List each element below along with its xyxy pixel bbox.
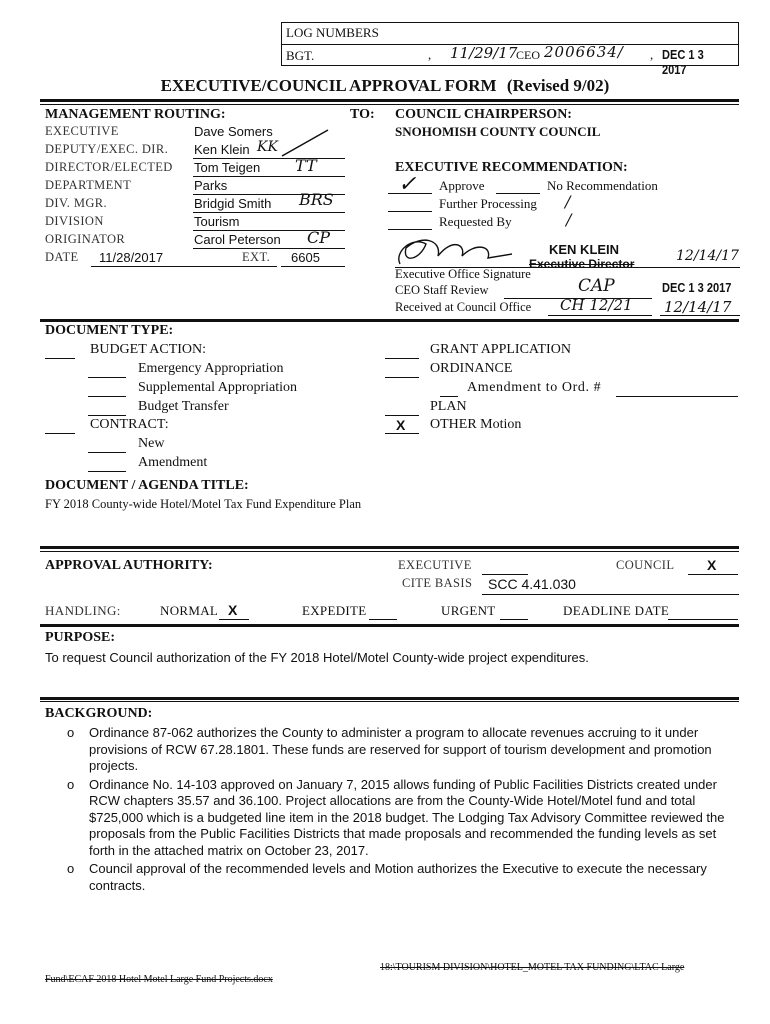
no-rec-blank[interactable] [496, 193, 540, 194]
plan-label: PLAN [430, 399, 467, 414]
background-item-text: Council approval of the recommended levels and Motion authorizes the Executive to execute the necessary contracts. [89, 861, 707, 893]
form-title-revised: (Revised 9/02) [506, 76, 610, 95]
background-item [45, 777, 735, 860]
grant-blank[interactable] [385, 358, 419, 359]
exec-sig-date: 12/14/17 [676, 248, 739, 264]
routing-label: DIVISION [45, 214, 104, 228]
routing-value: Tom Teigen [194, 160, 261, 175]
routing-initials: CP [307, 228, 331, 247]
received-handwritten: CH 12/21 [560, 296, 633, 314]
routing-row-div-mgr [45, 190, 345, 214]
routing-value: Ken Klein [194, 142, 250, 157]
deadline-blank[interactable] [668, 619, 738, 620]
routing-label: DIRECTOR/ELECTED [45, 160, 173, 174]
ceo-number: 2006634/ [544, 43, 624, 61]
background-heading: BACKGROUND: [45, 706, 153, 721]
new-label: New [138, 436, 165, 451]
ceo-date-stamp: DEC 1 3 2017 [662, 280, 732, 295]
doctype-heading: DOCUMENT TYPE: [45, 323, 174, 338]
emergency-blank[interactable] [88, 377, 126, 378]
ext-underline [281, 266, 345, 267]
emergency-label: Emergency Appropriation [138, 361, 284, 376]
routing-label: DIV. MGR. [45, 196, 108, 210]
urgent-blank[interactable] [500, 619, 528, 620]
further-blank[interactable] [388, 211, 432, 212]
routing-label: EXECUTIVE [45, 124, 119, 138]
approve-checkmark: ✓ [398, 172, 417, 197]
routing-row-originator [45, 228, 345, 250]
new-blank[interactable] [88, 452, 126, 453]
deadline-label: DEADLINE DATE [563, 603, 670, 618]
log-numbers-box [281, 22, 739, 77]
background-item-text: Ordinance 87-062 authorizes the County to administer a program to allocate revenues accruing to it under provisions of RCW 67.28.1801. These funds are reserved for support of tourism development and promotion projects. [89, 725, 712, 773]
routing-underline [193, 212, 345, 213]
routing-value: Bridgid Smith [194, 196, 272, 211]
bullet-icon: o [67, 725, 75, 740]
amendment-blank[interactable] [88, 471, 126, 472]
urgent-label: URGENT [441, 603, 496, 618]
budget-action-blank[interactable] [45, 358, 75, 359]
ordinance-label: ORDINANCE [430, 361, 513, 376]
log-numbers-title: LOG NUMBERS [286, 25, 379, 40]
routing-value: Carol Peterson [194, 232, 281, 247]
approval-council-label: COUNCIL [616, 558, 675, 572]
form-title-main: EXECUTIVE/COUNCIL APPROVAL FORM [160, 76, 497, 95]
ceo-staff-label: CEO Staff Review [395, 283, 489, 297]
rule-top-thin [40, 104, 739, 105]
requested-label: Requested By [439, 214, 512, 229]
routing-heading: MANAGEMENT ROUTING: [45, 107, 226, 122]
supplemental-blank[interactable] [88, 396, 126, 397]
routing-label: ORIGINATOR [45, 232, 126, 246]
bullet-icon: o [67, 776, 75, 792]
received-date-line [660, 315, 740, 316]
ordinance-blank[interactable] [385, 377, 419, 378]
normal-label: NORMAL [160, 603, 219, 618]
routing-initials: BRS [299, 190, 334, 209]
routing-initials: KK [257, 139, 278, 155]
no-rec-label: No Recommendation [547, 178, 658, 193]
council-subheading: SNOHOMISH COUNTY COUNCIL [395, 124, 601, 139]
exec-name: KEN KLEIN [549, 242, 620, 257]
normal-mark: X [228, 602, 238, 618]
routing-initials: TT [295, 156, 317, 175]
footer-left: Fund\ECAF 2018 Hotel Motel Large Fund Projects.docx [45, 974, 273, 985]
log-comma-1: , [428, 47, 432, 62]
other-mark: X [396, 417, 406, 433]
routing-ext-label: EXT. [242, 250, 271, 264]
supplemental-label: Supplemental Appropriation [138, 380, 298, 395]
transfer-label: Budget Transfer [138, 399, 229, 414]
rule-background-thin [40, 701, 739, 702]
routing-row-date [45, 250, 345, 268]
date-underline [91, 266, 277, 267]
contract-label: CONTRACT: [90, 417, 169, 432]
plan-blank[interactable] [385, 415, 419, 416]
received-date: 12/14/17 [664, 298, 732, 316]
approval-council-blank[interactable] [688, 574, 738, 575]
footer-right: 18:\TOURISM DIVISION\HOTEL_MOTEL TAX FUNDING\LTAC Large [380, 962, 685, 973]
other-blank[interactable] [385, 433, 419, 434]
rule-top [40, 99, 739, 102]
purpose-heading: PURPOSE: [45, 630, 115, 645]
exec-title: Executive Director [529, 257, 635, 271]
council-heading: COUNCIL CHAIRPERSON: [395, 107, 572, 122]
background-item [45, 861, 735, 894]
background-list [45, 725, 735, 896]
rule-purpose [40, 624, 739, 627]
form-title [0, 76, 770, 96]
normal-blank[interactable] [219, 619, 249, 620]
exec-sig-label: Executive Office Signature [395, 267, 531, 281]
amend-ord-number-blank[interactable] [616, 396, 738, 397]
routing-underline [193, 176, 345, 177]
contract-blank[interactable] [45, 433, 75, 434]
log-date-handwritten: 11/29/17 [450, 44, 518, 62]
amend-ord-blank[interactable] [440, 396, 458, 397]
routing-label: DEPUTY/EXEC. DIR. [45, 142, 169, 156]
routing-ext-value: 6605 [291, 250, 320, 265]
approve-label: Approve [439, 178, 485, 193]
background-item [45, 725, 735, 775]
routing-value: Tourism [194, 214, 240, 229]
rule-approval [40, 546, 739, 549]
ceo-label: CEO [516, 48, 540, 62]
bullet-icon: o [67, 861, 75, 876]
agenda-heading: DOCUMENT / AGENDA TITLE: [45, 478, 249, 493]
executive-signature [392, 230, 522, 270]
routing-to-label: TO: [350, 107, 375, 122]
cite-value: SCC 4.41.030 [488, 576, 576, 592]
routing-value: Dave Somers [194, 124, 273, 139]
routing-value: Parks [194, 178, 228, 193]
further-label: Further Processing [439, 196, 537, 211]
log-comma-2: , [650, 47, 654, 62]
agenda-title: FY 2018 County-wide Hotel/Motel Tax Fund Expenditure Plan [45, 497, 362, 511]
routing-underline [193, 248, 345, 249]
routing-label: DEPARTMENT [45, 178, 132, 192]
handling-label: HANDLING: [45, 603, 121, 618]
routing-date-label: DATE [45, 250, 79, 264]
transfer-blank[interactable] [88, 415, 126, 416]
rule-background [40, 697, 739, 700]
rule-doc-type [40, 319, 739, 322]
cite-underline [482, 594, 739, 595]
routing-underline [193, 158, 345, 159]
routing-row-director [45, 156, 345, 178]
approval-council-mark: X [707, 557, 717, 573]
routing-row-division [45, 214, 345, 232]
cite-label: CITE BASIS [402, 576, 473, 590]
rule-approval-thin [40, 551, 739, 552]
further-mark: / [565, 192, 571, 211]
exec-rec-heading: EXECUTIVE RECOMMENDATION: [395, 160, 628, 175]
dec-stamp: DEC 1 3 2017 [662, 47, 704, 77]
routing-date-value: 11/28/2017 [99, 250, 164, 265]
amendment-label: Amendment [138, 455, 208, 470]
purpose-text: To request Council authorization of the FY 2018 Hotel/Motel County-wide project expenditures. [45, 650, 589, 665]
received-line [548, 315, 652, 316]
background-item-text: Ordinance No. 14-103 approved on January 7, 2015 allows funding of Public Facilities Districts created under RCW chapters 35.57 and 36.100. Project allocations are from the County-Wide Hotel/Motel fund and total $725,000 which is a budgeted line item in the 2018 budget. The Lodging Tax Advisory Committee reviewed the proposals from the Public Facilities Districts that made proposals and recommended the funding levels as set forth in the attached matrix on October 23, 2017. [89, 776, 725, 858]
approval-heading: APPROVAL AUTHORITY: [45, 558, 213, 573]
routing-signature-stroke [280, 128, 330, 158]
grant-label: GRANT APPLICATION [430, 342, 571, 357]
approval-executive-label: EXECUTIVE [398, 558, 472, 572]
budget-action-label: BUDGET ACTION: [90, 342, 207, 357]
requested-mark: / [566, 210, 572, 229]
ceo-staff-initials: CAP [578, 276, 615, 296]
received-label: Received at Council Office [395, 300, 532, 314]
bgt-label: BGT. [286, 48, 315, 63]
expedite-label: EXPEDITE [302, 603, 367, 618]
other-label: OTHER Motion [430, 417, 522, 432]
expedite-blank[interactable] [369, 619, 397, 620]
approval-executive-blank[interactable] [482, 574, 528, 575]
amend-ord-label: Amendment to Ord. # [467, 380, 602, 395]
